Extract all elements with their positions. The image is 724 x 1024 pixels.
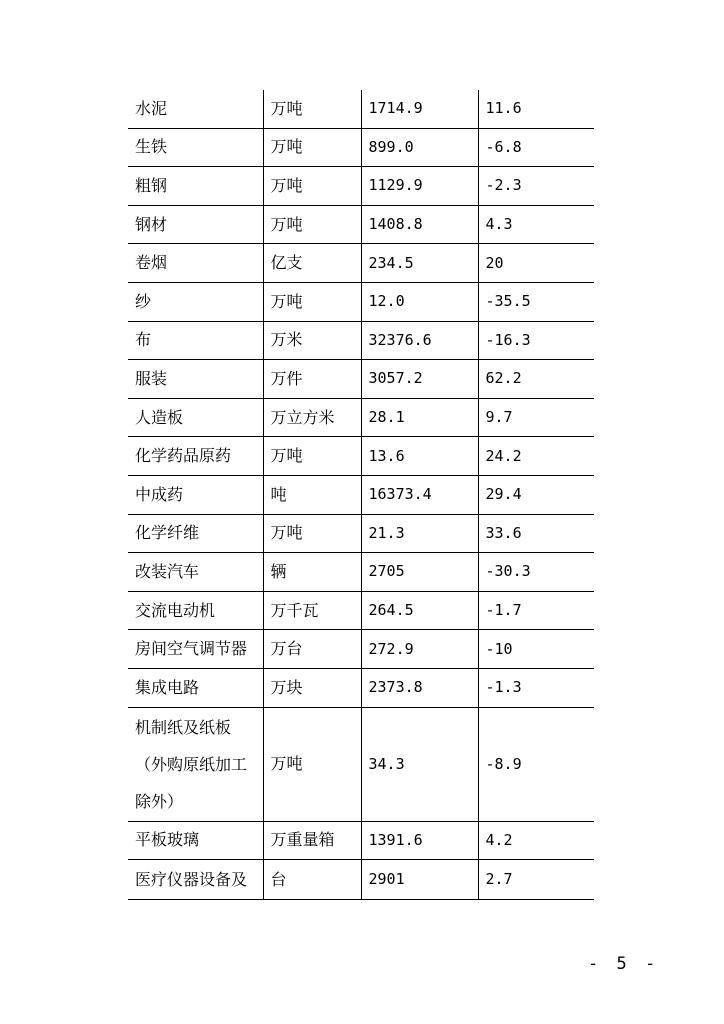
table-row bbox=[128, 167, 594, 206]
unit-cell: 万件 bbox=[263, 360, 361, 399]
unit-cell: 万吨 bbox=[263, 707, 361, 821]
unit-cell: 万吨 bbox=[263, 90, 361, 128]
growth-rate-cell: -16.3 bbox=[478, 321, 594, 360]
growth-rate-cell: -1.3 bbox=[478, 668, 594, 707]
product-name-cell: 服装 bbox=[128, 360, 263, 399]
table-row bbox=[128, 321, 594, 360]
unit-cell: 万吨 bbox=[263, 167, 361, 206]
output-value-cell: 3057.2 bbox=[361, 360, 478, 399]
product-name-cell: 卷烟 bbox=[128, 244, 263, 283]
output-value-cell: 1408.8 bbox=[361, 205, 478, 244]
output-value-cell: 2901 bbox=[361, 860, 478, 900]
output-value-cell: 272.9 bbox=[361, 630, 478, 669]
growth-rate-cell: 2.7 bbox=[478, 860, 594, 900]
product-name-cell: 机制纸及纸板（外购原纸加工除外） bbox=[128, 707, 263, 821]
product-name-cell: 改装汽车 bbox=[128, 553, 263, 592]
unit-cell: 万重量箱 bbox=[263, 821, 361, 860]
table-row bbox=[128, 398, 594, 437]
growth-rate-cell: 29.4 bbox=[478, 475, 594, 514]
output-value-cell: 2373.8 bbox=[361, 668, 478, 707]
output-value-cell: 234.5 bbox=[361, 244, 478, 283]
growth-rate-cell: 9.7 bbox=[478, 398, 594, 437]
unit-cell: 万吨 bbox=[263, 282, 361, 321]
growth-rate-cell: -2.3 bbox=[478, 167, 594, 206]
output-value-cell: 1714.9 bbox=[361, 90, 478, 128]
output-value-cell: 32376.6 bbox=[361, 321, 478, 360]
table-row bbox=[128, 128, 594, 167]
unit-cell: 辆 bbox=[263, 553, 361, 592]
unit-cell: 万吨 bbox=[263, 437, 361, 476]
table-row bbox=[128, 821, 594, 860]
page-number: - 5 - bbox=[588, 954, 660, 974]
unit-cell: 万块 bbox=[263, 668, 361, 707]
output-value-cell: 899.0 bbox=[361, 128, 478, 167]
product-name-cell: 集成电路 bbox=[128, 668, 263, 707]
table-row bbox=[128, 437, 594, 476]
unit-cell: 万立方米 bbox=[263, 398, 361, 437]
table-row bbox=[128, 475, 594, 514]
unit-cell: 万台 bbox=[263, 630, 361, 669]
growth-rate-cell: -1.7 bbox=[478, 591, 594, 630]
output-value-cell: 28.1 bbox=[361, 398, 478, 437]
product-name-cell: 化学药品原药 bbox=[128, 437, 263, 476]
output-value-cell: 16373.4 bbox=[361, 475, 478, 514]
output-value-cell: 34.3 bbox=[361, 707, 478, 821]
unit-cell: 万米 bbox=[263, 321, 361, 360]
table-row bbox=[128, 553, 594, 592]
unit-cell: 万吨 bbox=[263, 514, 361, 553]
product-name-cell: 平板玻璃 bbox=[128, 821, 263, 860]
product-name-cell: 中成药 bbox=[128, 475, 263, 514]
table-row bbox=[128, 90, 594, 128]
unit-cell: 万吨 bbox=[263, 128, 361, 167]
growth-rate-cell: 62.2 bbox=[478, 360, 594, 399]
product-output-table bbox=[128, 90, 594, 900]
growth-rate-cell: 24.2 bbox=[478, 437, 594, 476]
table-row bbox=[128, 205, 594, 244]
table-row bbox=[128, 668, 594, 707]
unit-cell: 台 bbox=[263, 860, 361, 900]
product-name-cell: 粗钢 bbox=[128, 167, 263, 206]
growth-rate-cell: 20 bbox=[478, 244, 594, 283]
growth-rate-cell: -6.8 bbox=[478, 128, 594, 167]
growth-rate-cell: 11.6 bbox=[478, 90, 594, 128]
table-row bbox=[128, 707, 594, 821]
output-value-cell: 21.3 bbox=[361, 514, 478, 553]
growth-rate-cell: 4.2 bbox=[478, 821, 594, 860]
product-name-cell: 人造板 bbox=[128, 398, 263, 437]
growth-rate-cell: -10 bbox=[478, 630, 594, 669]
product-name-cell: 水泥 bbox=[128, 90, 263, 128]
product-name-cell: 钢材 bbox=[128, 205, 263, 244]
table-row bbox=[128, 591, 594, 630]
output-value-cell: 2705 bbox=[361, 553, 478, 592]
table-body bbox=[128, 90, 594, 900]
product-name-cell: 纱 bbox=[128, 282, 263, 321]
output-value-cell: 13.6 bbox=[361, 437, 478, 476]
unit-cell: 万吨 bbox=[263, 205, 361, 244]
output-value-cell: 1129.9 bbox=[361, 167, 478, 206]
table-row bbox=[128, 282, 594, 321]
growth-rate-cell: 33.6 bbox=[478, 514, 594, 553]
table-row bbox=[128, 630, 594, 669]
unit-cell: 亿支 bbox=[263, 244, 361, 283]
output-value-cell: 12.0 bbox=[361, 282, 478, 321]
product-name-cell: 化学纤维 bbox=[128, 514, 263, 553]
product-name-cell: 布 bbox=[128, 321, 263, 360]
table-row bbox=[128, 514, 594, 553]
product-name-cell: 房间空气调节器 bbox=[128, 630, 263, 669]
growth-rate-cell: -8.9 bbox=[478, 707, 594, 821]
product-name-cell: 生铁 bbox=[128, 128, 263, 167]
output-value-cell: 1391.6 bbox=[361, 821, 478, 860]
unit-cell: 吨 bbox=[263, 475, 361, 514]
output-value-cell: 264.5 bbox=[361, 591, 478, 630]
table-row bbox=[128, 860, 594, 900]
table-row bbox=[128, 360, 594, 399]
product-name-cell: 交流电动机 bbox=[128, 591, 263, 630]
growth-rate-cell: -30.3 bbox=[478, 553, 594, 592]
unit-cell: 万千瓦 bbox=[263, 591, 361, 630]
growth-rate-cell: 4.3 bbox=[478, 205, 594, 244]
growth-rate-cell: -35.5 bbox=[478, 282, 594, 321]
table-row bbox=[128, 244, 594, 283]
product-name-cell: 医疗仪器设备及 bbox=[128, 860, 263, 900]
